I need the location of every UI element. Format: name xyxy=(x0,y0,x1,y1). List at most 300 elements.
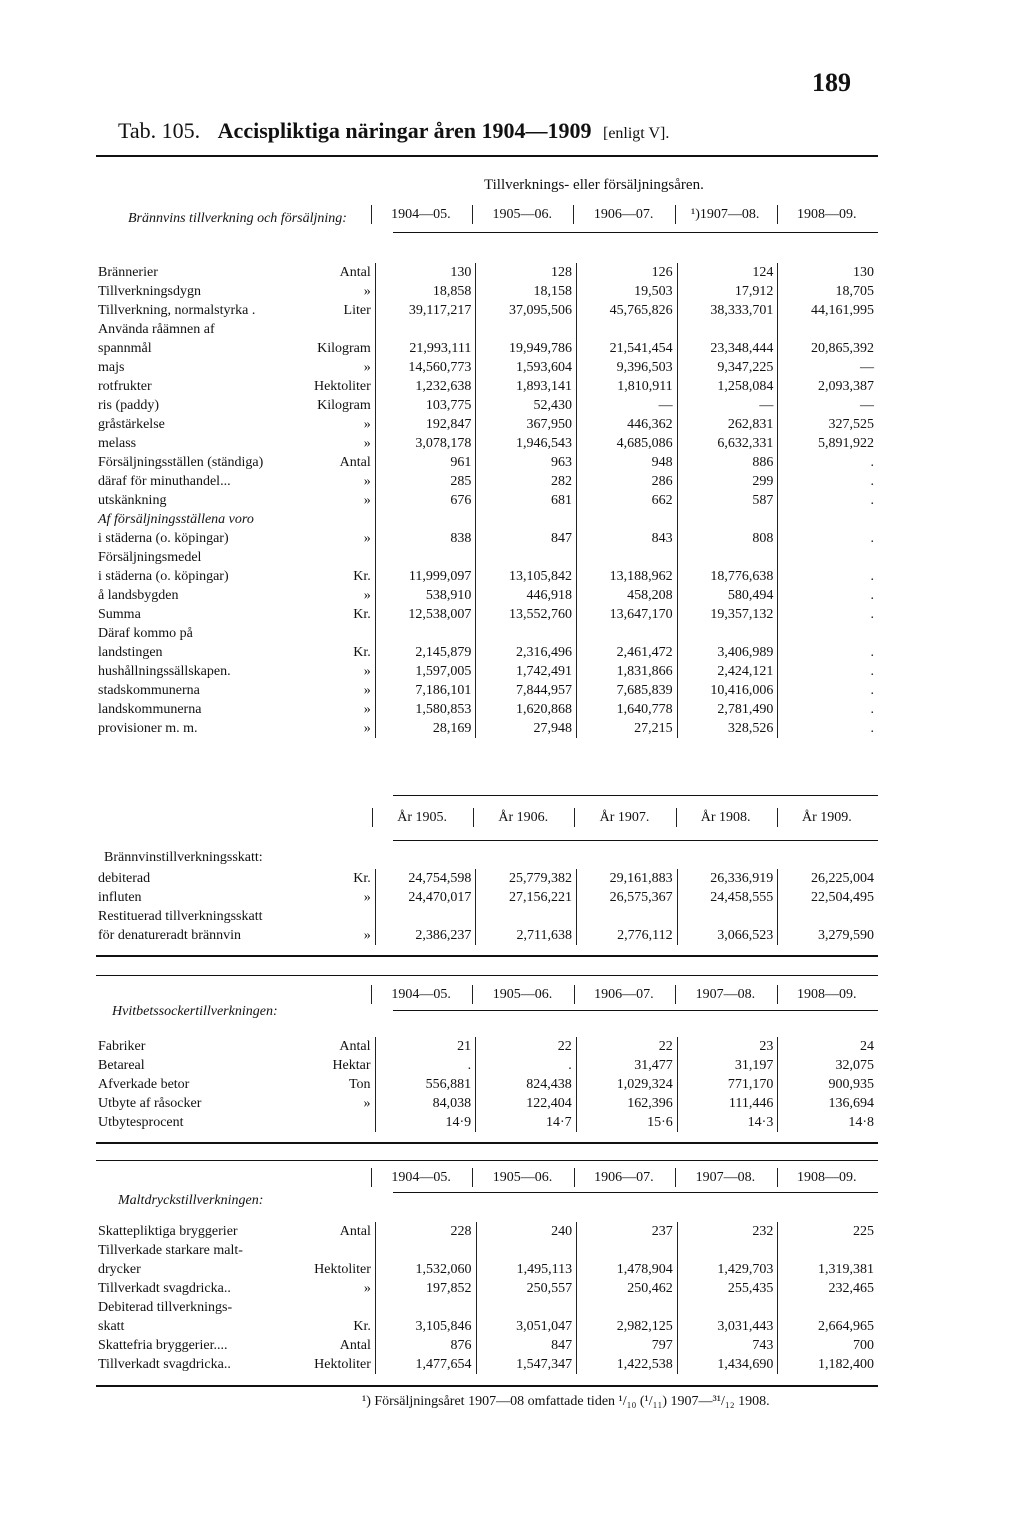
header-row xyxy=(96,1168,878,1187)
section3-body xyxy=(96,1222,878,1374)
row-label-cell xyxy=(96,1355,375,1374)
value-cell: 225 xyxy=(778,1222,878,1241)
table-row xyxy=(96,1037,878,1056)
row-label: Skattefria bryggerier.... xyxy=(98,1338,228,1353)
value-cell xyxy=(778,907,878,926)
value-cell: 250,462 xyxy=(577,1279,678,1298)
value-cell xyxy=(577,907,678,926)
value-cell: 237 xyxy=(577,1222,678,1241)
value-cell: 21,993,111 xyxy=(375,339,476,358)
row-label-cell xyxy=(96,1113,375,1132)
row-label: Däraf kommo på xyxy=(98,626,193,641)
row-label: rotfrukter xyxy=(98,379,152,394)
row-label: drycker xyxy=(98,1262,141,1277)
table-row xyxy=(96,567,878,586)
value-cell xyxy=(476,907,577,926)
row-label: Afverkade betor xyxy=(98,1077,190,1092)
value-cell: 963 xyxy=(476,453,577,472)
row-label-cell xyxy=(96,1260,375,1279)
value-cell: 130 xyxy=(375,263,476,282)
table-row xyxy=(96,926,878,945)
row-label-cell xyxy=(96,1298,375,1317)
value-cell: 1,580,853 xyxy=(375,700,476,719)
section1-caption: Brännvins tillverkning och försäljning: xyxy=(128,211,347,226)
value-cell: 44,161,995 xyxy=(778,301,878,320)
table-row xyxy=(96,719,878,738)
row-label: i städerna (o. köpingar) xyxy=(98,531,229,546)
table-row xyxy=(96,605,878,624)
value-cell xyxy=(778,320,878,339)
value-cell: 3,066,523 xyxy=(677,926,778,945)
table-row xyxy=(96,358,878,377)
value-cell: 232 xyxy=(677,1222,778,1241)
value-cell: 2,386,237 xyxy=(375,926,476,945)
value-cell: . xyxy=(476,1056,577,1075)
value-cell: . xyxy=(778,719,878,738)
table-row xyxy=(96,1336,878,1355)
value-cell: 327,525 xyxy=(778,415,878,434)
value-cell: 1,434,690 xyxy=(677,1355,778,1374)
row-unit: Antal xyxy=(339,1338,371,1353)
value-cell: 126 xyxy=(577,263,678,282)
table-row xyxy=(96,453,878,472)
value-cell xyxy=(375,510,476,529)
row-unit: » xyxy=(363,284,371,299)
value-cell: 886 xyxy=(677,453,778,472)
value-cell: 7,844,957 xyxy=(476,681,577,700)
row-label: Betareal xyxy=(98,1058,145,1073)
table-title xyxy=(118,118,669,144)
value-cell xyxy=(476,624,577,643)
value-cell xyxy=(577,510,678,529)
value-cell: 197,852 xyxy=(375,1279,476,1298)
row-unit: Kr. xyxy=(353,871,371,886)
table-row xyxy=(96,377,878,396)
value-cell: 900,935 xyxy=(778,1075,878,1094)
value-cell: . xyxy=(375,1056,476,1075)
row-unit: » xyxy=(363,531,371,546)
value-cell: — xyxy=(778,358,878,377)
period-header: 1905—06. xyxy=(473,985,574,1004)
value-cell xyxy=(476,1298,577,1317)
value-cell: 1,429,703 xyxy=(677,1260,778,1279)
value-cell: 7,186,101 xyxy=(375,681,476,700)
table-row xyxy=(96,1355,878,1374)
value-cell xyxy=(577,548,678,567)
row-label: Utbyte af råsocker xyxy=(98,1096,202,1111)
row-label: Tillverkningsdygn xyxy=(98,284,201,299)
value-cell: 446,918 xyxy=(476,586,577,605)
value-cell xyxy=(677,1241,778,1260)
value-cell: . xyxy=(778,662,878,681)
value-cell: 1,477,654 xyxy=(375,1355,476,1374)
row-unit: » xyxy=(363,474,371,489)
row-unit: » xyxy=(363,928,371,943)
row-label-cell xyxy=(96,662,375,681)
value-cell: 124 xyxy=(677,263,778,282)
value-cell: 26,575,367 xyxy=(577,888,678,907)
row-unit: » xyxy=(363,721,371,736)
value-cell xyxy=(375,320,476,339)
row-label-cell xyxy=(96,548,375,567)
value-cell: . xyxy=(778,605,878,624)
value-cell xyxy=(476,548,577,567)
section3-top-rule xyxy=(96,1160,878,1161)
row-label-cell xyxy=(96,1037,375,1056)
value-cell: 18,158 xyxy=(476,282,577,301)
value-cell: . xyxy=(778,586,878,605)
value-cell: 2,093,387 xyxy=(778,377,878,396)
value-cell: 1,532,060 xyxy=(375,1260,476,1279)
row-label-cell xyxy=(96,282,375,301)
value-cell: 4,685,086 xyxy=(577,434,678,453)
value-cell: 1,182,400 xyxy=(778,1355,878,1374)
value-cell: 458,208 xyxy=(577,586,678,605)
value-cell: 130 xyxy=(778,263,878,282)
value-cell: 1,547,347 xyxy=(476,1355,577,1374)
period-header: 1907—08. xyxy=(676,1168,777,1187)
row-label-cell xyxy=(96,453,375,472)
table-row xyxy=(96,1222,878,1241)
period-header: 1905—06. xyxy=(473,1168,574,1187)
value-cell: 3,105,846 xyxy=(375,1317,476,1336)
table-row xyxy=(96,320,878,339)
row-unit: Liter xyxy=(343,303,371,318)
section1-supheader: Tillverknings- eller försäljningsåren. xyxy=(484,177,704,193)
row-label-cell xyxy=(96,396,375,415)
value-cell: 9,347,225 xyxy=(677,358,778,377)
value-cell: 14·3 xyxy=(677,1113,778,1132)
row-unit: Hektar xyxy=(332,1058,371,1073)
table-row xyxy=(96,415,878,434)
value-cell: 328,526 xyxy=(677,719,778,738)
table-row xyxy=(96,1094,878,1113)
table-row xyxy=(96,1260,878,1279)
value-cell xyxy=(476,1241,577,1260)
value-cell: 14·9 xyxy=(375,1113,476,1132)
value-cell: — xyxy=(677,396,778,415)
period-header: År 1909. xyxy=(777,808,878,827)
period-header: 1906—07. xyxy=(574,1168,675,1187)
value-cell: 18,858 xyxy=(375,282,476,301)
row-unit: Kr. xyxy=(353,645,371,660)
value-cell: 299 xyxy=(677,472,778,491)
value-cell: 1,593,604 xyxy=(476,358,577,377)
row-label-cell xyxy=(96,567,375,586)
row-unit: » xyxy=(363,1281,371,1296)
value-cell xyxy=(577,624,678,643)
header-row xyxy=(96,808,878,827)
value-cell: 2,776,112 xyxy=(577,926,678,945)
value-cell: 14·8 xyxy=(778,1113,878,1132)
row-unit: » xyxy=(363,417,371,432)
row-unit: » xyxy=(363,683,371,698)
value-cell: 1,232,638 xyxy=(375,377,476,396)
value-cell: . xyxy=(778,700,878,719)
table-row xyxy=(96,529,878,548)
value-cell: 1,946,543 xyxy=(476,434,577,453)
value-cell: 286 xyxy=(577,472,678,491)
value-cell: 18,776,638 xyxy=(677,567,778,586)
row-label-cell xyxy=(96,1075,375,1094)
section1-header-row xyxy=(96,205,878,224)
value-cell xyxy=(375,1241,476,1260)
value-cell: 14·7 xyxy=(476,1113,577,1132)
row-label-cell xyxy=(96,434,375,453)
row-label-cell xyxy=(96,624,375,643)
value-cell: 84,038 xyxy=(375,1094,476,1113)
value-cell: 2,664,965 xyxy=(778,1317,878,1336)
row-label-cell xyxy=(96,472,375,491)
value-cell: 26,336,919 xyxy=(677,869,778,888)
row-unit: » xyxy=(363,1096,371,1111)
value-cell xyxy=(375,907,476,926)
row-label: för denatureradt brännvin xyxy=(98,928,242,943)
row-label: Debiterad tillverknings- xyxy=(98,1300,233,1315)
value-cell: 1,742,491 xyxy=(476,662,577,681)
value-cell: 111,446 xyxy=(677,1094,778,1113)
table-number: Tab. 105. xyxy=(118,118,201,143)
row-unit: Hektoliter xyxy=(314,1357,371,1372)
table-row xyxy=(96,396,878,415)
row-label-cell xyxy=(96,719,375,738)
section3-header xyxy=(96,1168,878,1187)
row-unit: Antal xyxy=(339,1039,371,1054)
row-label-cell xyxy=(96,529,375,548)
row-label: debiterad xyxy=(98,871,151,886)
value-cell: 24,458,555 xyxy=(677,888,778,907)
value-cell: 7,685,839 xyxy=(577,681,678,700)
row-label: däraf för minuthandel... xyxy=(98,474,231,489)
row-label: ris (paddy) xyxy=(98,398,160,413)
value-cell: 2,145,879 xyxy=(375,643,476,662)
value-cell: 13,105,842 xyxy=(476,567,577,586)
row-label-cell xyxy=(96,586,375,605)
row-label-cell xyxy=(96,1279,375,1298)
value-cell: 1,319,381 xyxy=(778,1260,878,1279)
top-rule xyxy=(96,155,878,157)
row-label: influten xyxy=(98,890,142,905)
section2-top-rule xyxy=(96,975,878,976)
table-row xyxy=(96,643,878,662)
row-label-cell xyxy=(96,605,375,624)
table-row xyxy=(96,907,878,926)
value-cell: 1,620,868 xyxy=(476,700,577,719)
table-row xyxy=(96,263,878,282)
value-cell: 37,095,506 xyxy=(476,301,577,320)
row-label-cell xyxy=(96,926,375,945)
value-cell: 2,316,496 xyxy=(476,643,577,662)
value-cell xyxy=(375,548,476,567)
value-cell: 39,117,217 xyxy=(375,301,476,320)
value-cell: 676 xyxy=(375,491,476,510)
value-cell: 285 xyxy=(375,472,476,491)
row-label-cell xyxy=(96,681,375,700)
value-cell: 843 xyxy=(577,529,678,548)
value-cell: 3,078,178 xyxy=(375,434,476,453)
table-row xyxy=(96,548,878,567)
value-cell: 255,435 xyxy=(677,1279,778,1298)
value-cell: 21,541,454 xyxy=(577,339,678,358)
row-unit: Kr. xyxy=(353,569,371,584)
row-label-cell xyxy=(96,263,375,282)
section1-body xyxy=(96,263,878,738)
value-cell xyxy=(778,510,878,529)
value-cell: 228 xyxy=(375,1222,476,1241)
value-cell: 2,461,472 xyxy=(577,643,678,662)
value-cell: 1,893,141 xyxy=(476,377,577,396)
table-row xyxy=(96,624,878,643)
value-cell: 232,465 xyxy=(778,1279,878,1298)
value-cell: 824,438 xyxy=(476,1075,577,1094)
row-unit: Ton xyxy=(348,1077,371,1092)
value-cell: 961 xyxy=(375,453,476,472)
value-cell: 27,215 xyxy=(577,719,678,738)
value-cell xyxy=(778,548,878,567)
value-cell xyxy=(778,1241,878,1260)
table-row xyxy=(96,1075,878,1094)
table-row xyxy=(96,869,878,888)
value-cell: 27,156,221 xyxy=(476,888,577,907)
row-label: Skattepliktiga bryggerier xyxy=(98,1224,238,1239)
value-cell: 38,333,701 xyxy=(677,301,778,320)
section1-table xyxy=(96,205,878,224)
row-label: majs xyxy=(98,360,125,375)
value-cell: 31,477 xyxy=(576,1056,677,1075)
row-label: Tillverkadt svagdricka.. xyxy=(98,1357,231,1372)
value-cell: 31,197 xyxy=(677,1056,778,1075)
value-cell: 1,029,324 xyxy=(576,1075,677,1094)
value-cell: 1,597,005 xyxy=(375,662,476,681)
value-cell: 17,912 xyxy=(677,282,778,301)
row-label-cell xyxy=(96,643,375,662)
value-cell xyxy=(375,1298,476,1317)
row-label-cell xyxy=(96,907,375,926)
value-cell: — xyxy=(577,396,678,415)
value-cell: 14,560,773 xyxy=(375,358,476,377)
value-cell: 1,831,866 xyxy=(577,662,678,681)
value-cell: 1,495,113 xyxy=(476,1260,577,1279)
period-header: 1906—07. xyxy=(574,205,675,224)
section2-header-rule xyxy=(393,1010,878,1011)
table-row xyxy=(96,434,878,453)
row-unit: » xyxy=(363,702,371,717)
value-cell: 23 xyxy=(677,1037,778,1056)
value-cell xyxy=(677,548,778,567)
row-label: utskänkning xyxy=(98,493,167,508)
value-cell: 21 xyxy=(375,1037,476,1056)
value-cell xyxy=(778,1298,878,1317)
value-cell: 681 xyxy=(476,491,577,510)
section1-year-rule-bottom xyxy=(393,840,878,841)
row-unit: Kr. xyxy=(353,1319,371,1334)
section1-year-rule-top xyxy=(393,795,878,796)
value-cell: 13,188,962 xyxy=(577,567,678,586)
value-cell: . xyxy=(778,529,878,548)
value-cell: 11,999,097 xyxy=(375,567,476,586)
value-cell: 19,503 xyxy=(577,282,678,301)
table-source: [enligt V]. xyxy=(602,125,670,142)
value-cell xyxy=(677,510,778,529)
value-cell: 2,781,490 xyxy=(677,700,778,719)
row-unit: Hektoliter xyxy=(313,379,371,394)
value-cell: 103,775 xyxy=(375,396,476,415)
value-cell: 771,170 xyxy=(677,1075,778,1094)
value-cell xyxy=(677,1298,778,1317)
section1b-caption: Brännvinstillverkningsskatt: xyxy=(104,850,263,865)
value-cell: 162,396 xyxy=(576,1094,677,1113)
table-row xyxy=(96,1317,878,1336)
row-label: Försäljningsmedel xyxy=(98,550,202,565)
row-label-cell xyxy=(96,700,375,719)
row-label: Restituerad tillverkningsskatt xyxy=(98,909,263,924)
value-cell: 3,279,590 xyxy=(778,926,878,945)
table-row xyxy=(96,681,878,700)
value-cell xyxy=(677,624,778,643)
row-label-cell xyxy=(96,491,375,510)
row-label: melass xyxy=(98,436,137,451)
row-label-cell xyxy=(96,1056,375,1075)
value-cell: 24 xyxy=(778,1037,878,1056)
row-unit: » xyxy=(363,588,371,603)
period-header: 1908—09. xyxy=(777,205,878,224)
value-cell: 250,557 xyxy=(476,1279,577,1298)
value-cell: 27,948 xyxy=(476,719,577,738)
value-cell: 3,031,443 xyxy=(677,1317,778,1336)
row-label: provisioner m. m. xyxy=(98,721,198,736)
value-cell: 5,891,922 xyxy=(778,434,878,453)
value-cell: — xyxy=(778,396,878,415)
table-row xyxy=(96,339,878,358)
table-row xyxy=(96,1279,878,1298)
table-row xyxy=(96,1241,878,1260)
period-header: 1904—05. xyxy=(371,985,472,1004)
row-label-cell xyxy=(96,339,375,358)
value-cell: . xyxy=(778,453,878,472)
period-header: 1904—05. xyxy=(371,205,472,224)
value-cell: 367,950 xyxy=(476,415,577,434)
period-header: 1908—09. xyxy=(777,1168,878,1187)
period-header: År 1907. xyxy=(575,808,676,827)
row-label: Tillverkning, normalstyrka . xyxy=(98,303,256,318)
value-cell: 23,348,444 xyxy=(677,339,778,358)
value-cell: 700 xyxy=(778,1336,878,1355)
section1-years xyxy=(96,808,878,827)
value-cell: 13,647,170 xyxy=(577,605,678,624)
value-cell: 262,831 xyxy=(677,415,778,434)
row-label: hushållningssällskapen. xyxy=(98,664,231,679)
row-unit: Kilogram xyxy=(317,341,371,356)
row-label: Utbytesprocent xyxy=(98,1115,184,1130)
row-label-cell xyxy=(96,869,375,888)
value-cell: 838 xyxy=(375,529,476,548)
row-label: Brännerier xyxy=(98,265,158,280)
value-cell: 446,362 xyxy=(577,415,678,434)
section1b-body xyxy=(96,869,878,945)
row-label: gråstärkelse xyxy=(98,417,165,432)
row-label: Af försäljningsställena voro xyxy=(98,512,254,527)
value-cell: 19,357,132 xyxy=(677,605,778,624)
value-cell: 15·6 xyxy=(576,1113,677,1132)
section2-header xyxy=(96,985,878,1004)
value-cell: 948 xyxy=(577,453,678,472)
value-cell: 6,632,331 xyxy=(677,434,778,453)
value-cell: 1,478,904 xyxy=(577,1260,678,1279)
period-header: 1907—08. xyxy=(676,985,777,1004)
table-row xyxy=(96,586,878,605)
table-row xyxy=(96,1056,878,1075)
value-cell: 10,416,006 xyxy=(677,681,778,700)
